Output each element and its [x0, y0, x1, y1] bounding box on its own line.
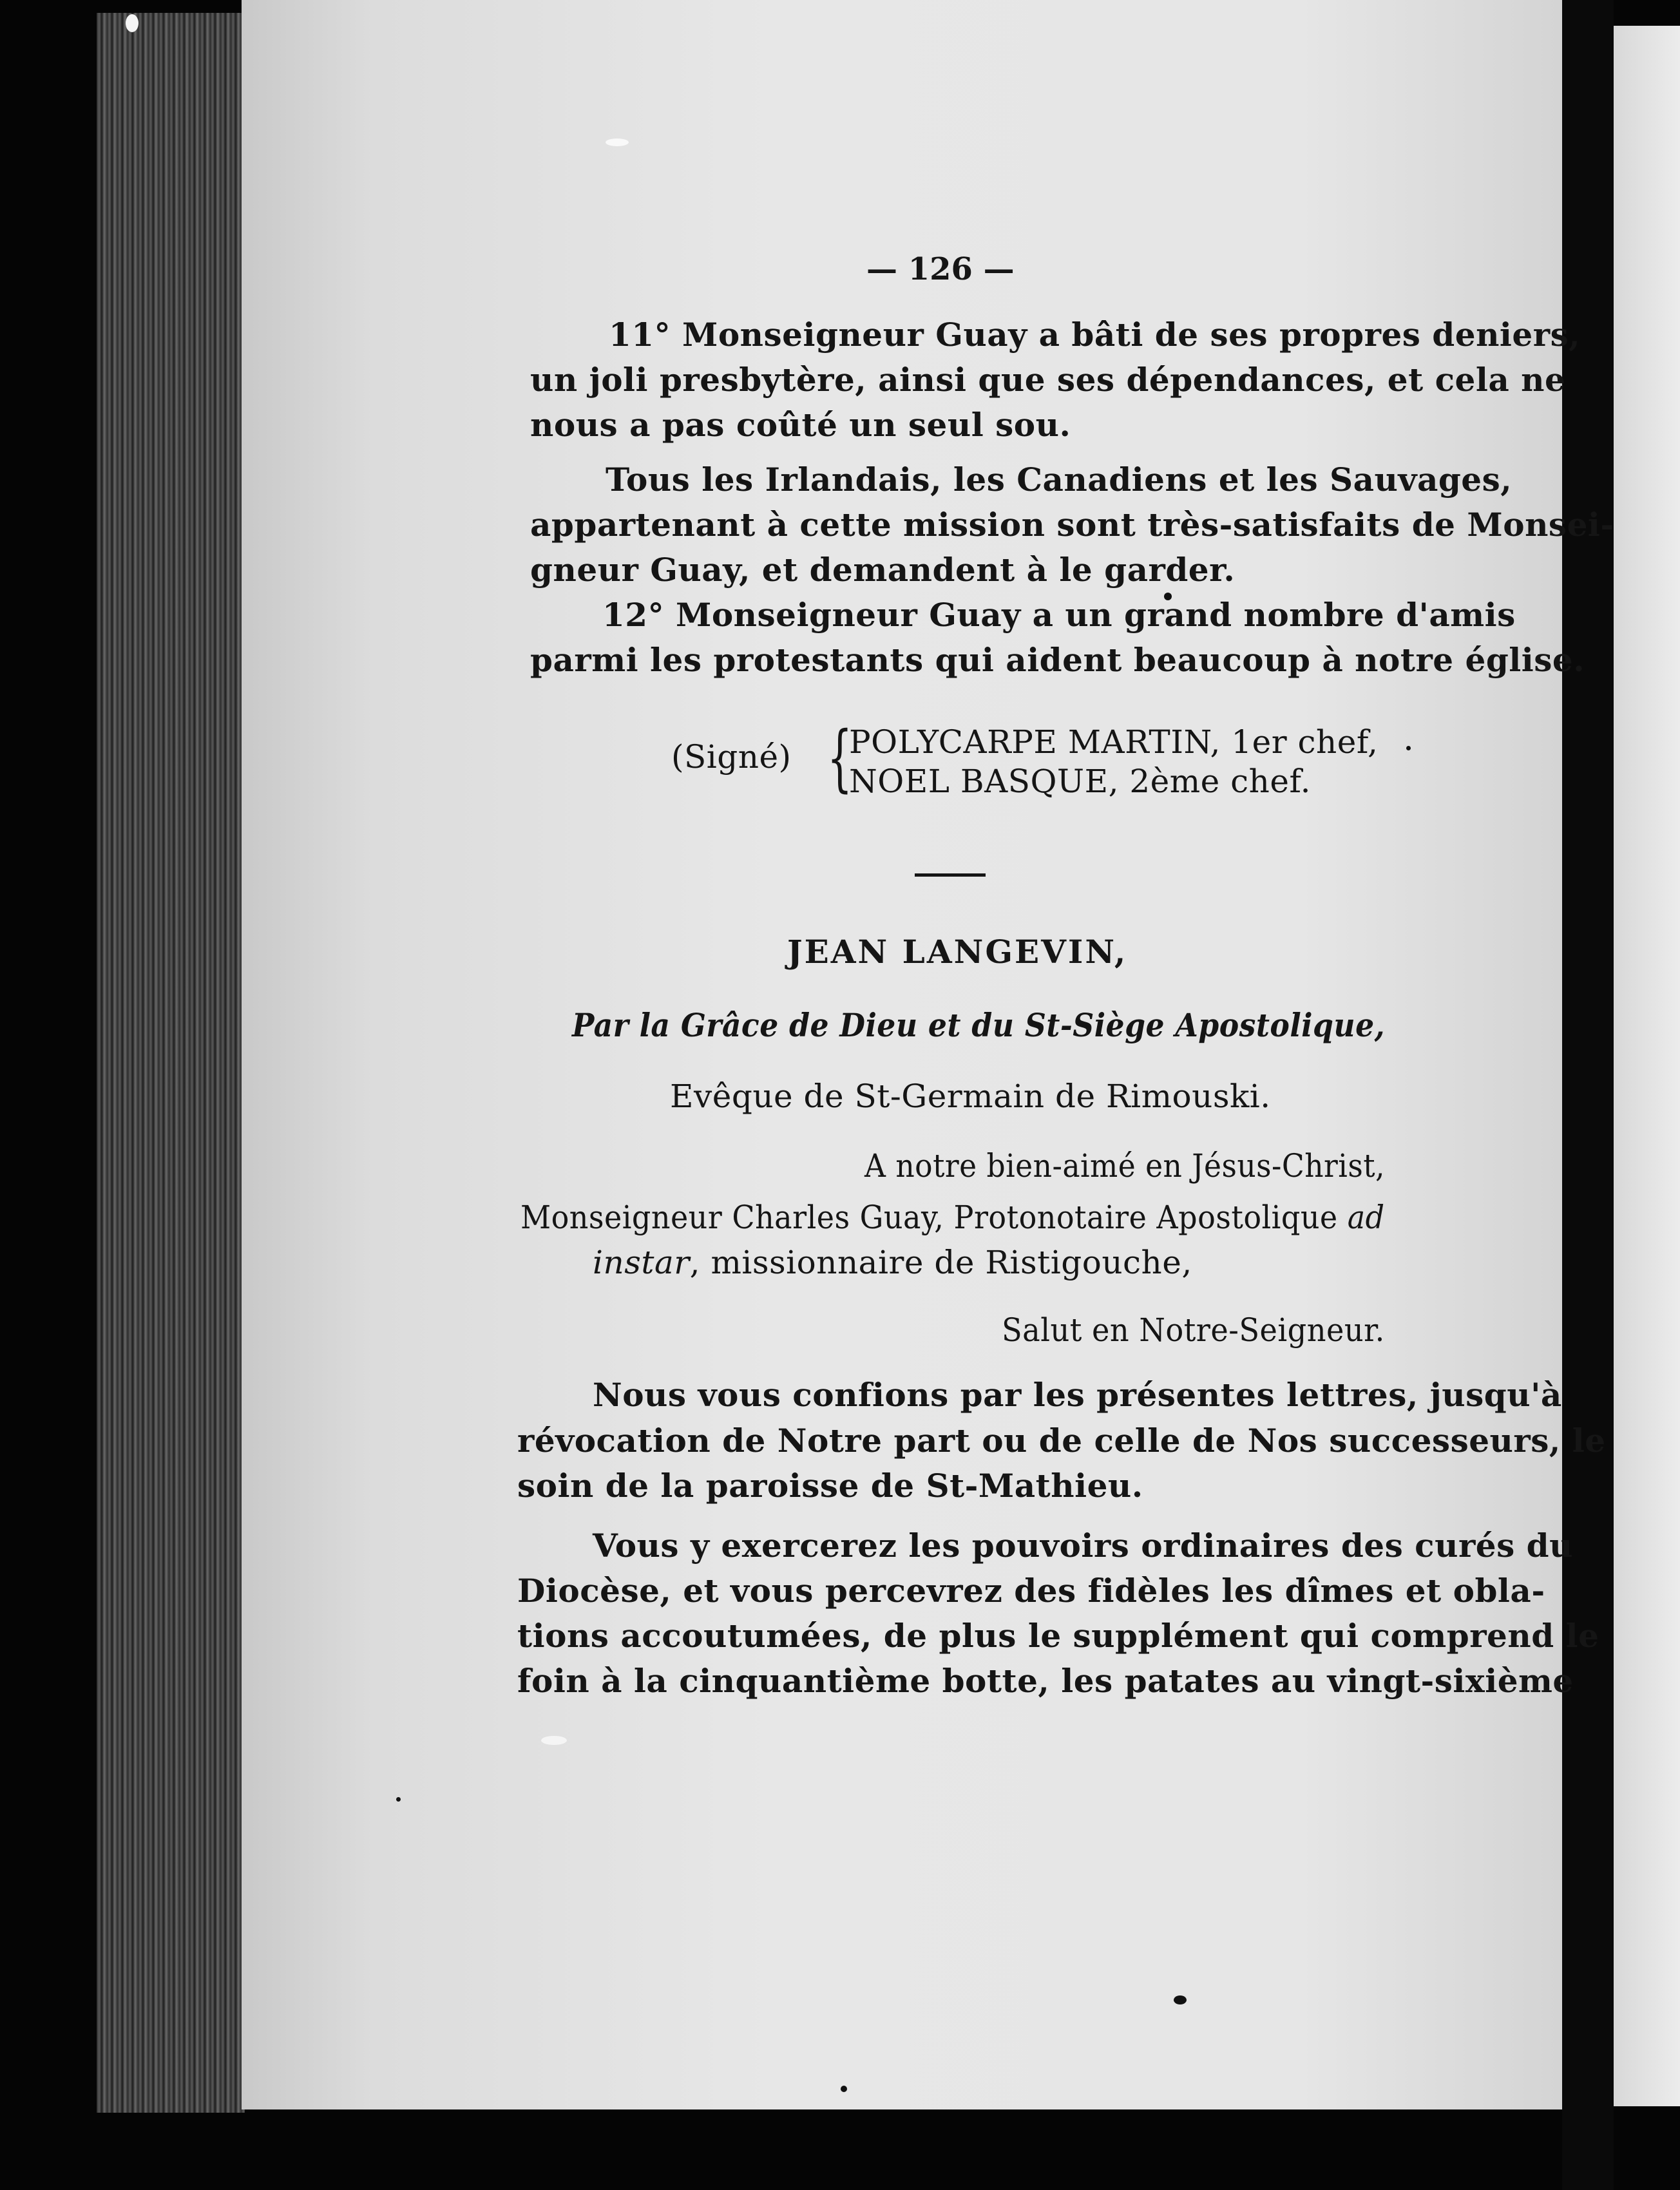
- paragraph-line: Nous vous confions par les présentes lettres, jusqu'à: [593, 1376, 1562, 1414]
- paragraph-line: gneur Guay, et demandent à le garder.: [530, 551, 1236, 589]
- signature-label: (Signé): [671, 738, 792, 776]
- paragraph-line: tions accoutumées, de plus le supplément qui comprend le: [517, 1617, 1599, 1655]
- letter-bishop-line: Evêque de St-Germain de Rimouski.: [670, 1078, 1271, 1115]
- letter-title-line: Par la Grâce de Dieu et du St-Siège Apostolique,: [572, 1006, 1385, 1044]
- signature-line: POLYCARPE MARTIN, 1er chef,: [849, 723, 1379, 761]
- address-text: Monseigneur Charles Guay, Protonotaire Apostolique: [520, 1199, 1348, 1236]
- paragraph-line: Diocèse, et vous percevrez des fidèles les dîmes et obla-: [517, 1572, 1545, 1610]
- page-number: — 126 —: [866, 251, 1015, 287]
- letter-heading: JEAN LANGEVIN,: [787, 933, 1128, 971]
- signature-line: NOEL BASQUE, 2ème chef.: [849, 763, 1312, 800]
- signature-brace: {: [827, 716, 853, 800]
- paragraph-line: nous a pas coûté un seul sou.: [530, 406, 1071, 444]
- paragraph-line: un joli presbytère, ainsi que ses dépendances, et cela ne: [530, 361, 1566, 399]
- letter-address-line: [593, 1243, 1192, 1282]
- paragraph-line: 11° Monseigneur Guay a bâti de ses propres deniers,: [609, 316, 1581, 354]
- section-divider: [915, 873, 986, 877]
- address-italic-text: instar: [593, 1244, 690, 1281]
- paragraph-line: 12° Monseigneur Guay a un grand nombre d'amis: [602, 596, 1516, 634]
- paragraph-line: révocation de Notre part ou de celle de Nos successeurs, le: [517, 1422, 1606, 1460]
- paragraph-line: appartenant à cette mission sont très-satisfaits de Monsei-: [530, 506, 1614, 544]
- paragraph-line: Tous les Irlandais, les Canadiens et les Sauvages,: [606, 461, 1513, 499]
- paragraph-line: foin à la cinquantième botte, les patates au vingt-sixième: [517, 1662, 1574, 1700]
- address-text: , missionnaire de Ristigouche,: [689, 1244, 1192, 1281]
- paragraph-line: soin de la paroisse de St-Mathieu.: [517, 1467, 1143, 1505]
- paragraph-line: Vous y exercerez les pouvoirs ordinaires des curés du: [593, 1527, 1573, 1565]
- letter-address-line: [520, 1198, 1385, 1237]
- paragraph-line: parmi les protestants qui aident beaucoup à notre église.: [530, 641, 1585, 679]
- address-italic-text: ad: [1347, 1199, 1385, 1236]
- letter-salutation: Salut en Notre-Seigneur.: [1002, 1311, 1385, 1349]
- letter-address-line: A notre bien-aimé en Jésus-Christ,: [864, 1147, 1385, 1185]
